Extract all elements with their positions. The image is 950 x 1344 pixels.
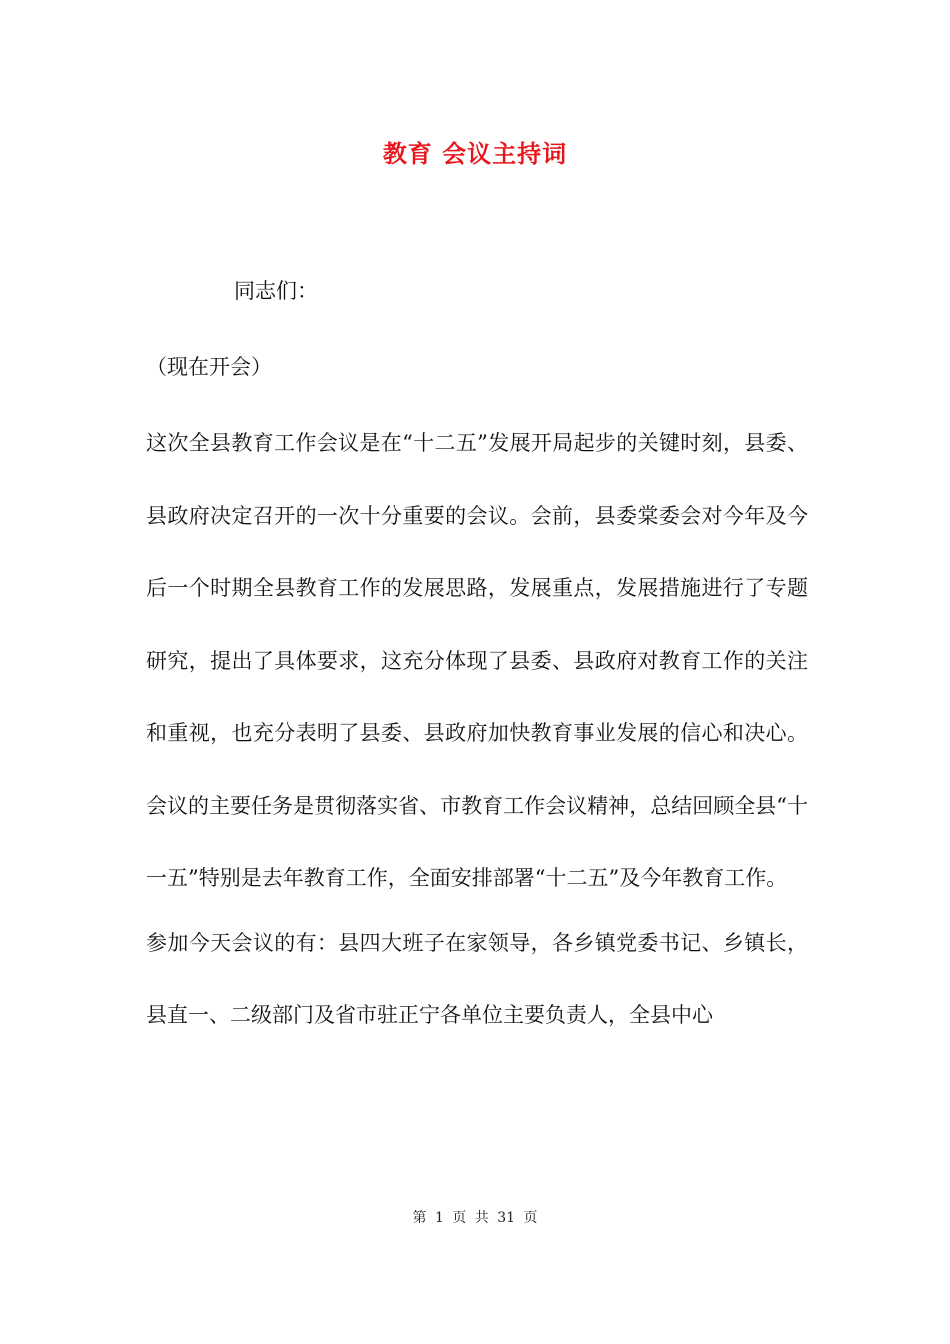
salutation: 同志们：: [234, 279, 318, 303]
opening-note: （现在开会）: [146, 355, 272, 379]
document-title: 教育 会议主持词: [382, 139, 568, 168]
paragraph-1: 这次全县教育工作会议是在“十二五”发展开局起步的关键时刻，县委、县政府决定召开的一次十分重要的会议。会前，县委棠委会对今年及今后一个时期全县教育工作的发展思路，发展重点，发展措施进行了专题研究，提出了具体要求，这充分体现了县委、县政府对教育工作的关注和重视，也充分表明了县委、县政府加快教育事业发展的信心和决心。会议的主要任务是贯彻落实省、市教育工作会议精神，总结回顾全县“十一五”特别是去年教育工作，全面安排部署“十二五”及今年教育工作。: [146, 431, 808, 890]
document-body: [146, 273, 808, 1052]
paragraph-2: 参加今天会议的有：县四大班子在家领导，各乡镇党委书记、乡镇长，县直一、二级部门及省市驻正宁各单位主要负责人，全县中心: [146, 930, 808, 1027]
page-footer: 第 1 页 共 31 页: [412, 1210, 538, 1226]
